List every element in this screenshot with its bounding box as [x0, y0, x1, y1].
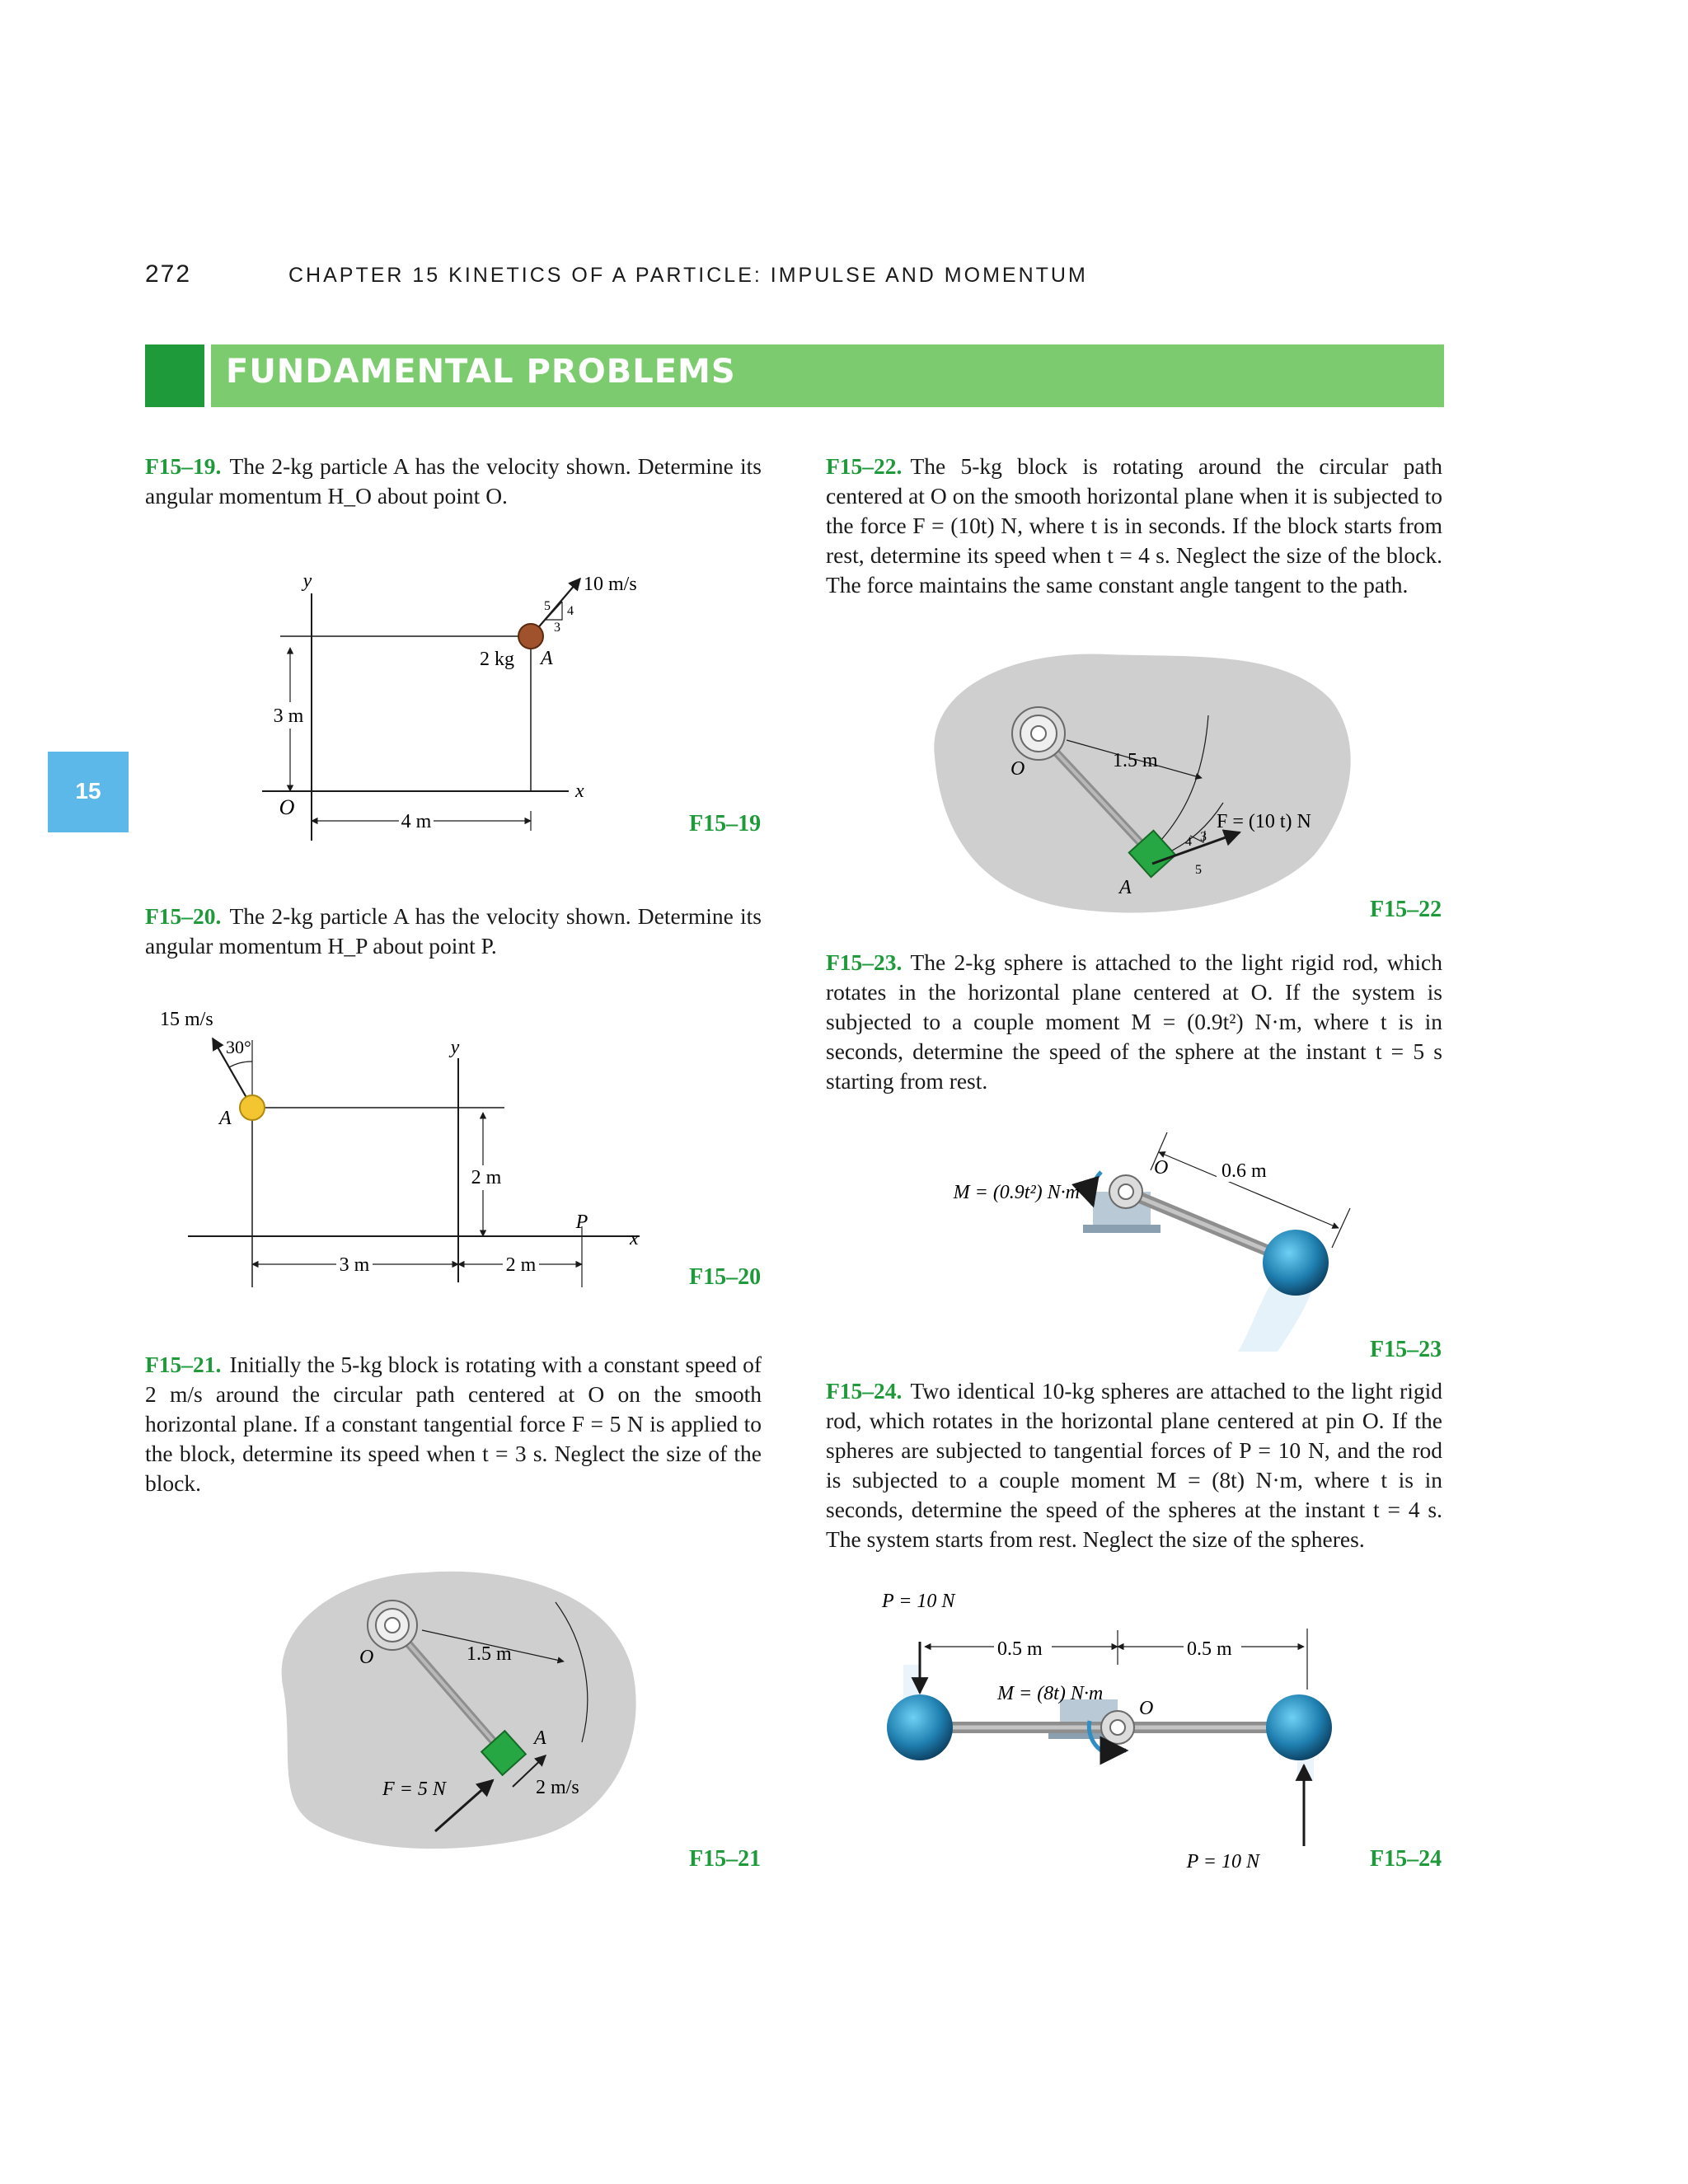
svg-text:4: 4	[1185, 835, 1192, 849]
block-a-label: A	[534, 1727, 546, 1749]
velocity-label: 15 m/s	[160, 1009, 213, 1030]
height-dim: 3 m	[273, 705, 304, 727]
force-label: F = 5 N	[382, 1779, 446, 1800]
y-axis-label: y	[302, 570, 312, 592]
figure-label-f15-19: F15–19	[689, 811, 762, 837]
figure-f15-19	[247, 569, 637, 841]
problem-id: F15–24.	[826, 1378, 903, 1404]
figure-f15-22	[918, 641, 1363, 921]
height-dim: 2 m	[471, 1167, 502, 1188]
problem-text: The 5-kg block is rotating around the circular path centered at O on the smooth horizontal plane when it is subjected to the force F = (10t) N, where t is in seconds. If the block starts from rest, determine its speed when t = 4 s. Neglect the size of the block. The force maintains the same constant angle tangent to the path.	[826, 453, 1442, 598]
figure-label-f15-24: F15–24	[1370, 1846, 1442, 1872]
figure-f15-20	[153, 1010, 664, 1296]
svg-text:3: 3	[554, 621, 560, 635]
problem-text: The 2-kg sphere is attached to the light rigid rod, which rotates in the horizontal plane centered at O. If the system is subjected to a couple moment M = (0.9t²) N·m, where t is in seconds, determine the speed of the sphere at the instant t = 5 s starting from rest.	[826, 949, 1442, 1094]
figure-f15-21	[260, 1558, 648, 1863]
figure-label-f15-21: F15–21	[689, 1846, 762, 1872]
x-axis-label: x	[630, 1228, 639, 1249]
particle-label: A	[541, 648, 553, 669]
pin-o-label: O	[1139, 1698, 1154, 1719]
velocity-label: 10 m/s	[584, 574, 637, 595]
moment-label: M = (0.9t²) N·m	[953, 1182, 1080, 1203]
angle-label: 30°	[226, 1037, 251, 1057]
width-dim-1: 3 m	[339, 1254, 370, 1276]
pin-o-label: O	[1154, 1157, 1169, 1179]
dim-right: 0.5 m	[1187, 1638, 1232, 1660]
width-dim: 4 m	[401, 811, 432, 832]
figure-f15-24	[874, 1582, 1352, 1896]
chapter-tab-label: 15	[75, 778, 101, 804]
pin-o-label: O	[1010, 758, 1025, 780]
svg-text:5: 5	[1195, 863, 1202, 877]
x-axis-label: x	[575, 780, 584, 802]
problem-id: F15–20.	[145, 903, 222, 929]
radius-label: 1.5 m	[467, 1643, 512, 1665]
problem-id: F15–21.	[145, 1352, 222, 1377]
radius-label: 1.5 m	[1113, 750, 1158, 771]
problem-f15-19	[145, 452, 762, 511]
svg-text:5: 5	[544, 599, 551, 613]
problem-id: F15–23.	[826, 949, 903, 975]
problem-text: Two identical 10-kg spheres are attached to the light rigid rod, which rotates in the horizontal plane centered at pin O. If the spheres are subjected to tangential forces of P = 10 N, and the rod is subjected to a couple moment M = (8t) N·m, where t is in seconds, determine the speed of the spheres at the instant t = 4 s. The system starts from rest. Neglect the size of the spheres.	[826, 1378, 1442, 1552]
figure-label-f15-22: F15–22	[1370, 897, 1442, 922]
dim-left: 0.5 m	[997, 1638, 1043, 1660]
problem-f15-22	[826, 452, 1442, 600]
problem-f15-20	[145, 902, 762, 961]
problem-f15-24	[826, 1376, 1442, 1554]
svg-text:4: 4	[567, 604, 574, 618]
point-p-label: P	[575, 1212, 588, 1233]
figure-label-f15-20: F15–20	[689, 1264, 762, 1290]
problem-text: Initially the 5-kg block is rotating with a constant speed of 2 m/s around the circular path centered at O on the smooth horizontal plane. If a constant tangential force F = 5 N is applied to the block, determine its speed when t = 3 s. Neglect the size of the block.	[145, 1352, 762, 1496]
section-title: FUNDAMENTAL PROBLEMS	[226, 353, 736, 391]
speed-label: 2 m/s	[536, 1777, 579, 1798]
figure-label-f15-23: F15–23	[1370, 1337, 1442, 1362]
y-axis-label: y	[450, 1037, 460, 1058]
problem-id: F15–19.	[145, 453, 222, 479]
problem-text: The 2-kg particle A has the velocity shown. Determine its angular momentum H_O about point O.	[145, 453, 762, 509]
section-band-square	[145, 344, 204, 407]
particle-label: A	[219, 1108, 232, 1129]
running-title: CHAPTER 15 KINETICS OF A PARTICLE: IMPULSE AND MOMENTUM	[288, 264, 1088, 287]
problem-f15-21	[145, 1350, 762, 1498]
problem-id: F15–22.	[826, 453, 903, 479]
width-dim-2: 2 m	[505, 1254, 537, 1276]
moment-label: M = (8t) N·m	[997, 1683, 1104, 1704]
mass-label: 2 kg	[480, 649, 514, 670]
block-a-label: A	[1119, 877, 1132, 898]
length-label: 0.6 m	[1221, 1160, 1267, 1182]
problem-text: The 2-kg particle A has the velocity shown. Determine its angular momentum H_P about point P.	[145, 903, 762, 958]
origin-label: O	[279, 795, 295, 819]
force-top-label: P = 10 N	[882, 1591, 955, 1612]
figure-f15-23	[931, 1096, 1360, 1360]
force-bottom-label: P = 10 N	[1186, 1851, 1259, 1872]
pin-o-label: O	[359, 1647, 374, 1668]
problem-f15-23	[826, 948, 1442, 1096]
svg-text:3: 3	[1200, 830, 1207, 844]
force-label: F = (10 t) N	[1217, 811, 1311, 832]
page-number: 272	[145, 260, 192, 288]
